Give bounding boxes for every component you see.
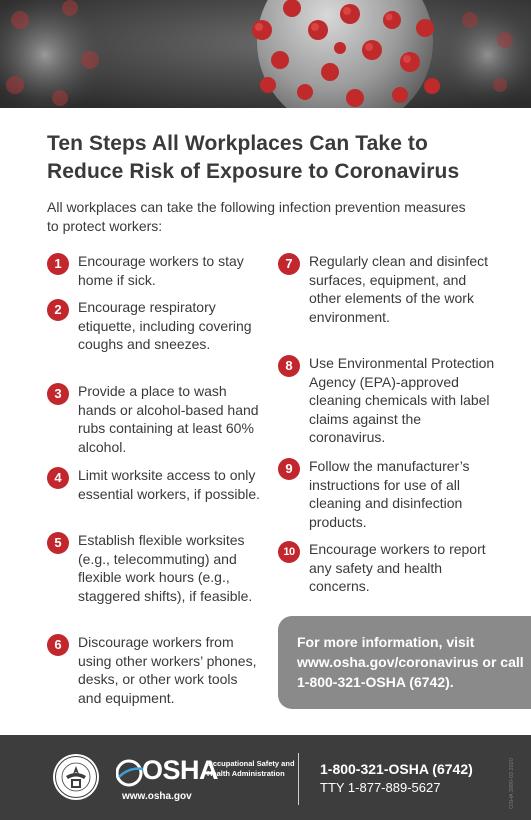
step-item: [278, 457, 498, 531]
step-item: [278, 540, 498, 596]
step-text: Encourage workers to report any safety and health concerns.: [309, 541, 486, 595]
step-number-badge: 2: [47, 299, 69, 321]
step-item: [47, 633, 262, 707]
intro-text: All workplaces can take the following infection prevention measures to protect workers:: [47, 199, 466, 234]
step-number-badge: 6: [47, 634, 69, 656]
step-text: Establish flexible worksites (e.g., telecommuting) and flexible work hours (e.g., staggered shifts), if feasible.: [78, 532, 253, 604]
footer-divider: [298, 753, 299, 805]
website-link[interactable]: www.osha.gov: [122, 791, 192, 802]
footer: [0, 735, 531, 820]
step-item: [278, 252, 498, 326]
step-text: Discourage workers from using other workers’ phones, desks, or other work tools and equipment.: [78, 634, 257, 706]
step-number-badge: 8: [278, 355, 300, 377]
step-item: [47, 252, 262, 289]
coronavirus-hero-image: [0, 0, 531, 108]
step-item: [47, 298, 262, 354]
more-info-text: For more information, visit www.osha.gov/coronavirus or call 1-800-321-OSHA (6742).: [297, 634, 524, 690]
step-text: Follow the manufacturer’s instructions for use of all cleaning and disinfection products.: [309, 458, 470, 530]
step-text: Use Environmental Protection Agency (EPA)-approved cleaning chemicals with label claims against the coronavirus.: [309, 355, 495, 446]
step-number-badge: 5: [47, 532, 69, 554]
step-number-badge: 3: [47, 383, 69, 405]
step-item: [278, 354, 498, 447]
agency-name: Occupational Safety and Health Administration: [207, 759, 295, 778]
step-item: [47, 466, 262, 503]
step-number-badge: 1: [47, 253, 69, 275]
virus-illustration: [0, 0, 531, 108]
step-text: Encourage workers to stay home if sick.: [78, 253, 244, 288]
step-number-badge: 7: [278, 253, 300, 275]
step-item: [47, 531, 262, 605]
document-code: OSHA 3990-03 2020: [509, 758, 515, 809]
step-text: Provide a place to wash hands or alcohol-based hand rubs containing at least 60% alcohol.: [78, 383, 259, 455]
step-number-badge: 9: [278, 458, 300, 480]
department-of-labor-seal-icon: [52, 753, 100, 801]
step-text: Limit worksite access to only essential workers, if possible.: [78, 467, 261, 502]
tty-number: TTY 1-877-889-5627: [320, 780, 441, 795]
step-text: Encourage respiratory etiquette, including covering coughs and sneezes.: [78, 299, 252, 353]
osha-logo-text: OSHA: [142, 755, 219, 785]
phone-number: 1-800-321-OSHA (6742): [320, 761, 473, 777]
step-number-badge: 10: [278, 541, 300, 563]
step-text: Regularly clean and disinfect surfaces, equipment, and other elements of the work environment.: [309, 253, 488, 325]
main-content: [0, 108, 531, 735]
more-info-box: [278, 616, 531, 709]
page-title: Ten Steps All Workplaces Can Take to Reduce Risk of Exposure to Coronavirus: [47, 132, 460, 183]
step-item: [47, 382, 262, 456]
step-number-badge: 4: [47, 467, 69, 489]
